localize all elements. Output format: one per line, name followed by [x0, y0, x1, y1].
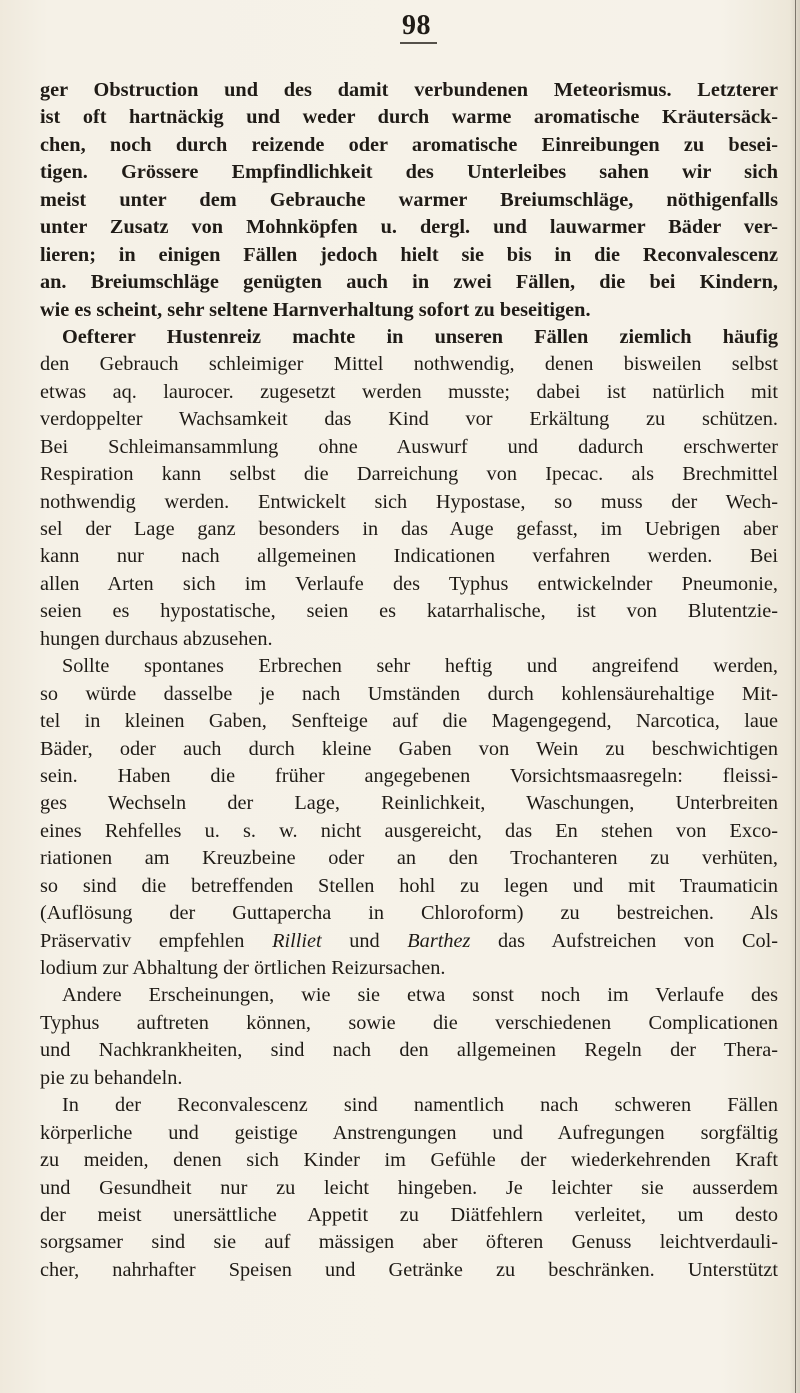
text-line: etwas aq. laurocer. zugesetzt werden musste; dabei ist natürlich mit — [40, 380, 778, 403]
text-line: Typhus auftreten können, sowie die verschiedenen Complicationen — [40, 1011, 778, 1034]
text-line: lieren; in einigen Fällen jedoch hielt sie bis in die Reconvalescenz — [40, 243, 778, 266]
text-line: Andere Erscheinungen, wie sie etwa sonst noch im Verlaufe des — [62, 984, 778, 1007]
text-line: und Gesundheit nur zu leicht hingeben. Je leichter sie ausserdem — [40, 1176, 778, 1199]
text-line: chen, noch durch reizende oder aromatische Einreibungen zu besei- — [40, 133, 778, 156]
text-line: den Gebrauch schleimiger Mittel nothwendig, denen bisweilen selbst — [40, 353, 778, 376]
page-number: 98 — [402, 10, 431, 41]
text-line-with-names — [40, 928, 778, 955]
text-line: körperliche und geistige Anstrengungen und Aufregungen sorgfältig — [40, 1121, 778, 1144]
text-line: (Auflösung der Guttapercha in Chloroform) zu bestreichen. Als — [40, 902, 778, 925]
text-line: tel in kleinen Gaben, Senfteige auf die Magengegend, Narcotica, laue — [40, 710, 778, 733]
text-line: cher, nahrhafter Speisen und Getränke zu beschränken. Unterstützt — [40, 1258, 778, 1281]
text-line: Oefterer Hustenreiz machte in unseren Fällen ziemlich häufig — [62, 325, 778, 348]
text-line: Sollte spontanes Erbrechen sehr heftig und angreifend werden, — [62, 655, 778, 678]
text-line: Bei Schleimansammlung ohne Auswurf und dadurch erschwerter — [40, 435, 778, 458]
text-line: nothwendig werden. Entwickelt sich Hypostase, so muss der Wech- — [40, 490, 778, 513]
author-name-rilliet: Rilliet — [272, 929, 322, 952]
text-line: sel der Lage ganz besonders in das Auge gefasst, im Uebrigen aber — [40, 518, 778, 540]
text-line: Bäder, oder auch durch kleine Gaben von Wein zu beschwichtigen — [40, 737, 778, 760]
text-line: so würde dasselbe je nach Umständen durch kohlensäurehaltige Mit- — [40, 682, 778, 705]
text-line: lodium zur Abhaltung der örtlichen Reizursachen. — [40, 957, 446, 979]
text-line: Respiration kann selbst die Darreichung von Ipecac. als Brechmittel — [40, 463, 778, 486]
author-name-barthez: Barthez — [407, 929, 471, 952]
text-line: der meist unersättliche Appetit zu Diätfehlern verleitet, um desto — [40, 1203, 778, 1226]
text-line: sein. Haben die früher angegebenen Vorsichtsmaasregeln: fleissi- — [40, 764, 778, 787]
text-line: so sind die betreffenden Stellen hohl zu legen und mit Traumaticin — [40, 874, 778, 897]
text-line: hungen durchaus abzusehen. — [40, 627, 273, 650]
text-line: unter Zusatz von Mohnköpfen u. dergl. und lauwarmer Bäder ver- — [40, 216, 778, 239]
text-line: sorgsamer sind sie auf mässigen aber öfteren Genuss leichtverdauli- — [40, 1231, 778, 1254]
text-line: wie es scheint, sehr seltene Harnverhaltung sofort zu beseitigen. — [40, 298, 591, 321]
text-line: eines Rehfelles u. s. w. nicht ausgereicht, das En stehen von Exco- — [40, 819, 778, 842]
text-line: meist unter dem Gebrauche warmer Breiumschläge, nöthigenfalls — [40, 188, 778, 211]
page-edge-line — [795, 0, 796, 1393]
text-line: In der Reconvalescenz sind namentlich nach schweren Fällen — [62, 1094, 778, 1117]
text-line: an. Breiumschläge genügten auch in zwei Fällen, die bei Kindern, — [40, 271, 778, 294]
text-line: tigen. Grössere Empfindlichkeit des Unterleibes sahen wir sich — [40, 161, 778, 184]
text-line: zu meiden, denen sich Kinder im Gefühle der wiederkehrenden Kraft — [40, 1149, 778, 1172]
text-segment: das Aufstreichen von Col- — [470, 929, 778, 952]
text-line: ges Wechseln der Lage, Reinlichkeit, Waschungen, Unterbreiten — [40, 792, 778, 815]
text-line: seien es hypostatische, seien es katarrhalische, ist von Blutentzie- — [40, 600, 778, 623]
text-line: kann nur nach allgemeinen Indicationen verfahren werden. Bei — [40, 545, 778, 568]
text-line: ist oft hartnäckig und weder durch warme aromatische Kräutersäck- — [40, 106, 778, 129]
text-segment: und — [321, 929, 408, 952]
text-line: ger Obstruction und des damit verbundenen Meteorismus. Letzterer — [40, 79, 778, 101]
text-line: pie zu behandeln. — [40, 1066, 183, 1089]
text-line: riationen am Kreuzbeine oder an den Trochanteren zu verhüten, — [40, 847, 778, 870]
text-line: und Nachkrankheiten, sind nach den allgemeinen Regeln der Thera- — [40, 1039, 778, 1062]
body-text — [40, 77, 778, 1284]
text-line: verdoppelter Wachsamkeit das Kind vor Erkältung zu schützen. — [40, 408, 778, 431]
text-line: allen Arten sich im Verlaufe des Typhus entwickelnder Pneumonie, — [40, 572, 778, 595]
text-segment: Präservativ empfehlen — [40, 929, 273, 952]
